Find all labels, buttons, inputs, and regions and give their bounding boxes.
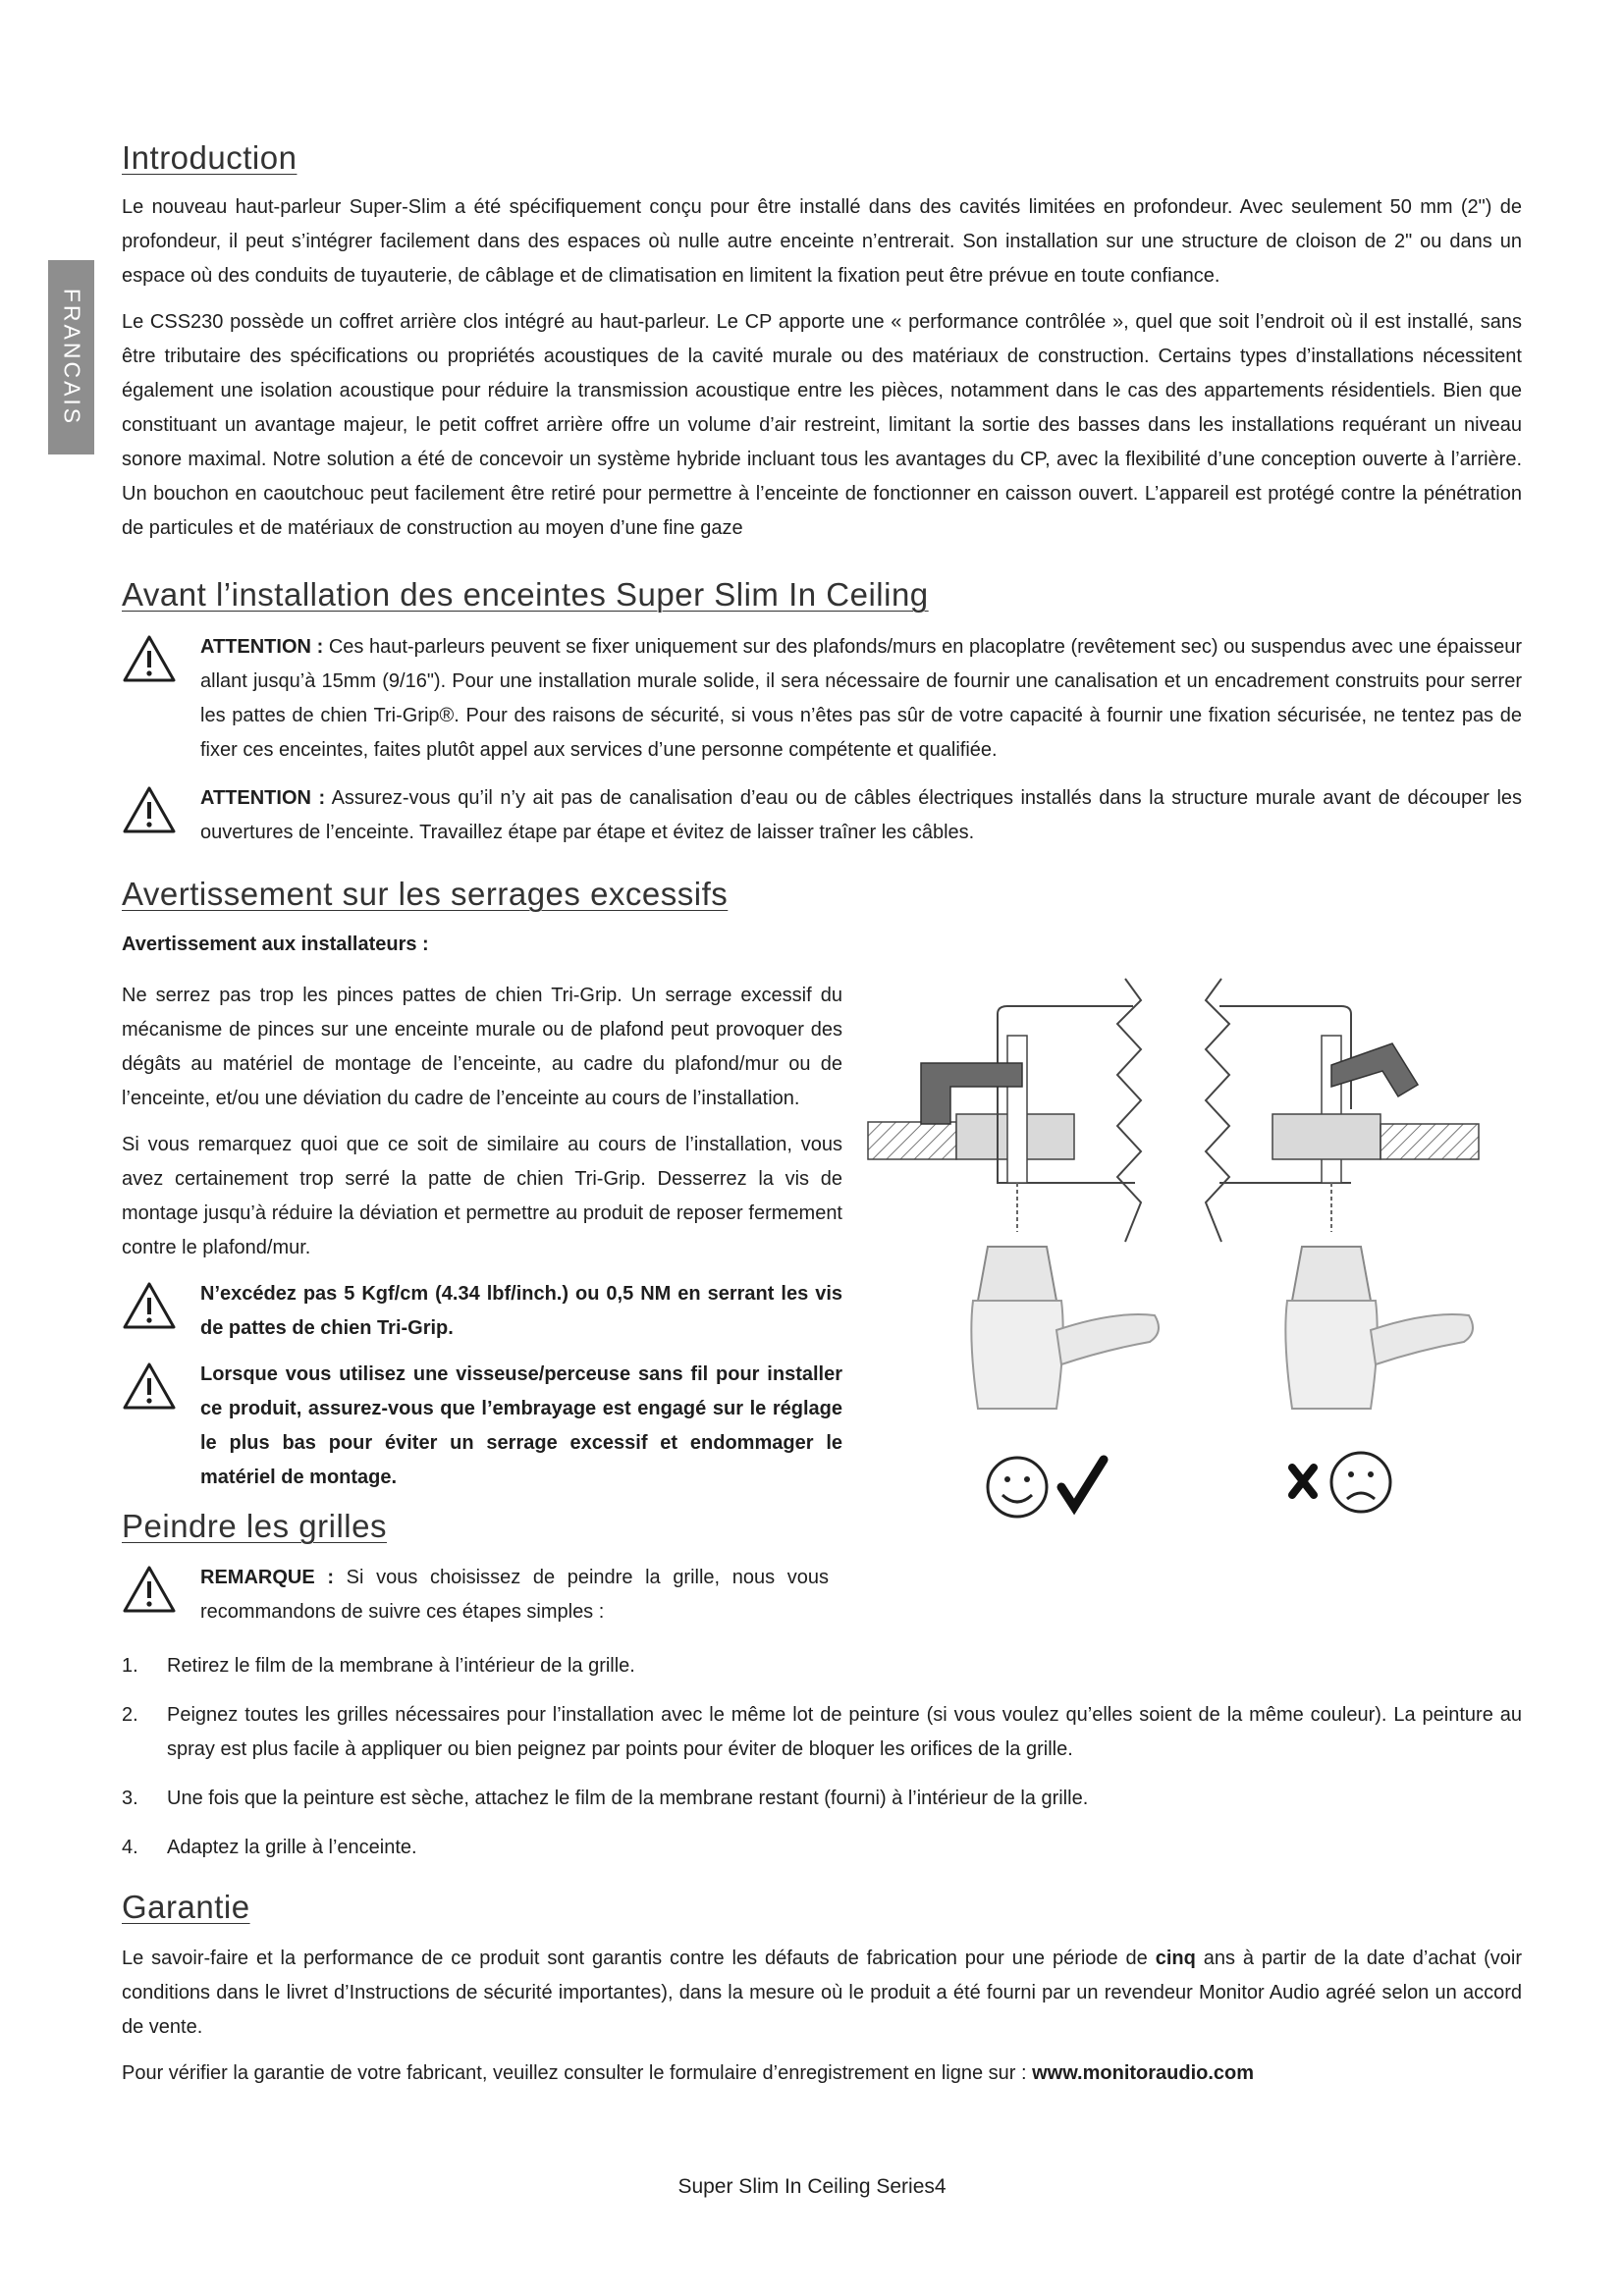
intro-section [122,140,1522,176]
overtightened-install-diagram [1206,979,1479,1512]
warning-triangle-icon [122,785,177,834]
list-item: 3. Une fois que la peinture est sèche, attachez le film de la membrane restant (fourni) à l’intérieur de la grille. [122,1788,1089,1809]
warning-label: ATTENTION : [200,787,326,809]
warning-block [122,630,1522,768]
warranty-section [122,1890,1522,1925]
language-tab-label: FRANCAIS [59,288,84,427]
warranty-body [122,1942,1522,2091]
warning-triangle-icon [122,1362,177,1411]
overtight-subheading: Avertissement aux installateurs : [122,934,429,955]
warranty-paragraph-1: Le savoir-faire et la performance de ce produit sont garantis contre les défauts de fabrication pour une période de cinq ans à partir de la date d’achat (voir conditions dans le livret d’Instructions de sécurité importantes), dans la mesure où le produit a été fourni par un revendeur Monitor Audio agréé selon un accord de vente. [122,1948,1522,2038]
language-tab [48,260,94,454]
sad-face-icon [1331,1453,1390,1512]
correct-install-diagram [868,979,1159,1517]
torque-warning-text: N’excédez pas 5 Kgf/cm (4.34 lbf/inch.) ou 0,5 NM en serrant les vis de pattes de chien Tri-Grip. [200,1283,842,1339]
website-link[interactable]: www.monitoraudio.com [1032,2062,1255,2084]
warning-block [122,781,1522,850]
drill-warning-text: Lorsque vous utilisez une visseuse/perceuse sans fil pour installer ce produit, assurez-vous que l’embrayage est engagé sur le réglage le plus bas pour éviter un serrage excessif et endommager le matériel de montage. [200,1363,842,1488]
warning-block [122,1277,842,1346]
warning-block [122,1358,842,1495]
paint-heading: Peindre les grilles [122,1508,387,1544]
intro-paragraph-2: Le CSS230 possède un coffret arrière clos intégré au haut-parleur. Le CP apporte une « performance contrôlée », quel que soit l’endroit où il est installé, sans être tributaire des spécifications ou propriétés acoustiques de la cavité murale ou des matériaux de construction. Certains types d’installations nécessitent également une isolation acoustique pour réduire la transmission acoustique entre les pièces, notamment dans le cas des appartements résidentiels. Bien que constituant un avantage majeur, le petit coffret arrière offre un volume d’air restreint, limitant la sortie des basses dans les installations requérant un niveau sonore maximal. Notre solution a été de concevoir un système hybride incluant tous les avantages du CP, avec la flexibilité d’une conception ouverte à l’arrière. Un bouchon en caoutchouc peut facilement être retiré pour permettre à l’enceinte de fonctionner en caisson ouvert. L’appareil est protégé contre la pénétration de particules et de matériaux de construction au moyen d’une fine gaze [122,311,1522,539]
warranty-heading: Garantie [122,1889,250,1925]
before-section [122,577,1522,613]
paint-steps [122,1649,1522,1865]
warning-label: ATTENTION : [200,636,324,658]
warning-block [122,1561,829,1629]
overtight-subheading-wrap [122,928,1522,962]
overtight-body [122,979,842,1495]
cross-icon [1292,1468,1314,1495]
before-heading: Avant l’installation des enceintes Super Slim In Ceiling [122,576,929,613]
warning-triangle-icon [122,1281,177,1330]
before-body [122,630,1522,850]
overtight-paragraph-2: Si vous remarquez quoi que ce soit de similaire au cours de l’installation, vous avez certainement trop serré la patte de chien Tri-Grip. Desserrez la vis de montage jusqu’à réduire la déviation et permettre au produit de reposer fermement contre le plafond/mur. [122,1134,842,1258]
overtight-heading: Avertissement sur les serrages excessifs [122,876,729,912]
happy-face-icon [988,1458,1047,1517]
list-item: 4. Adaptez la grille à l’enceinte. [122,1837,417,1858]
page-footer: Super Slim In Ceiling Series4 [677,2175,947,2198]
warranty-paragraph-2: Pour vérifier la garantie de votre fabricant, veuillez consulter le formulaire d’enregistrement en ligne sur : www.monitoraudio.com [122,2062,1255,2084]
tri-grip-illustration [860,977,1489,1541]
warning-text: Ces haut-parleurs peuvent se fixer uniquement sur des plafonds/murs en placoplatre (revêtement sec) ou suspendus avec une épaisseur allant jusqu’à 15mm (9/16"). Pour une installation murale solide, il sera nécessaire de fournir une canalisation et un encadrement construits pour serrer les pattes de chien Tri-Grip®. Pour des raisons de sécurité, si vous n’êtes pas sûr de votre capacité à fournir une fixation sécurisée, ne tentez pas de fixer ces enceintes, faites plutôt appel aux services d’une personne compétente et qualifiée. [200,636,1522,761]
intro-heading: Introduction [122,139,298,176]
checkmark-icon [1061,1460,1104,1507]
list-item: 1. Retirez le film de la membrane à l’intérieur de la grille. [122,1655,635,1677]
intro-body [122,190,1522,546]
note-text: Si vous choisissez de peindre la grille, nous vous recommandons de suivre ces étapes simples : [200,1567,830,1623]
overtight-section [122,877,1522,912]
paint-note [122,1561,829,1629]
note-label: REMARQUE : [200,1567,334,1588]
intro-paragraph-1: Le nouveau haut-parleur Super-Slim a été spécifiquement conçu pour être installé dans des cavités limitées en profondeur. Avec seulement 50 mm (2") de profondeur, il peut s’intégrer facilement dans des espaces où nulle autre enceinte n’entrerait. Son installation sur une structure de cloison de 2" ou dans un espace où des conduits de tuyauterie, de câblage et de climatisation en limitent la fixation peut être prévue en toute confiance. [122,196,1522,287]
paint-section [122,1509,1522,1544]
list-item: 2. Peignez toutes les grilles nécessaires pour l’installation avec le même lot de peinture (si vous voulez qu’elles soient de la même couleur). La peinture au spray est plus facile à appliquer ou bien peignez par points pour éviter de bloquer les orifices de la grille. [122,1704,1522,1760]
overtight-paragraph-1: Ne serrez pas trop les pinces pattes de chien Tri-Grip. Un serrage excessif du mécanisme de pinces sur une enceinte murale ou de plafond peut provoquer des dégâts au matériel de montage de l’enceinte, au cadre du plafond/mur ou de l’enceinte, et/ou une déviation du cadre de l’enceinte au cours de l’installation. [122,985,842,1109]
warning-text: Assurez-vous qu’il n’y ait pas de canalisation d’eau ou de câbles électriques installés dans la structure murale avant de découper les ouvertures de l’enceinte. Travaillez étape par étape et évitez de laisser traîner les câbles. [200,787,1523,843]
warning-triangle-icon [122,1565,177,1614]
warning-triangle-icon [122,634,177,683]
